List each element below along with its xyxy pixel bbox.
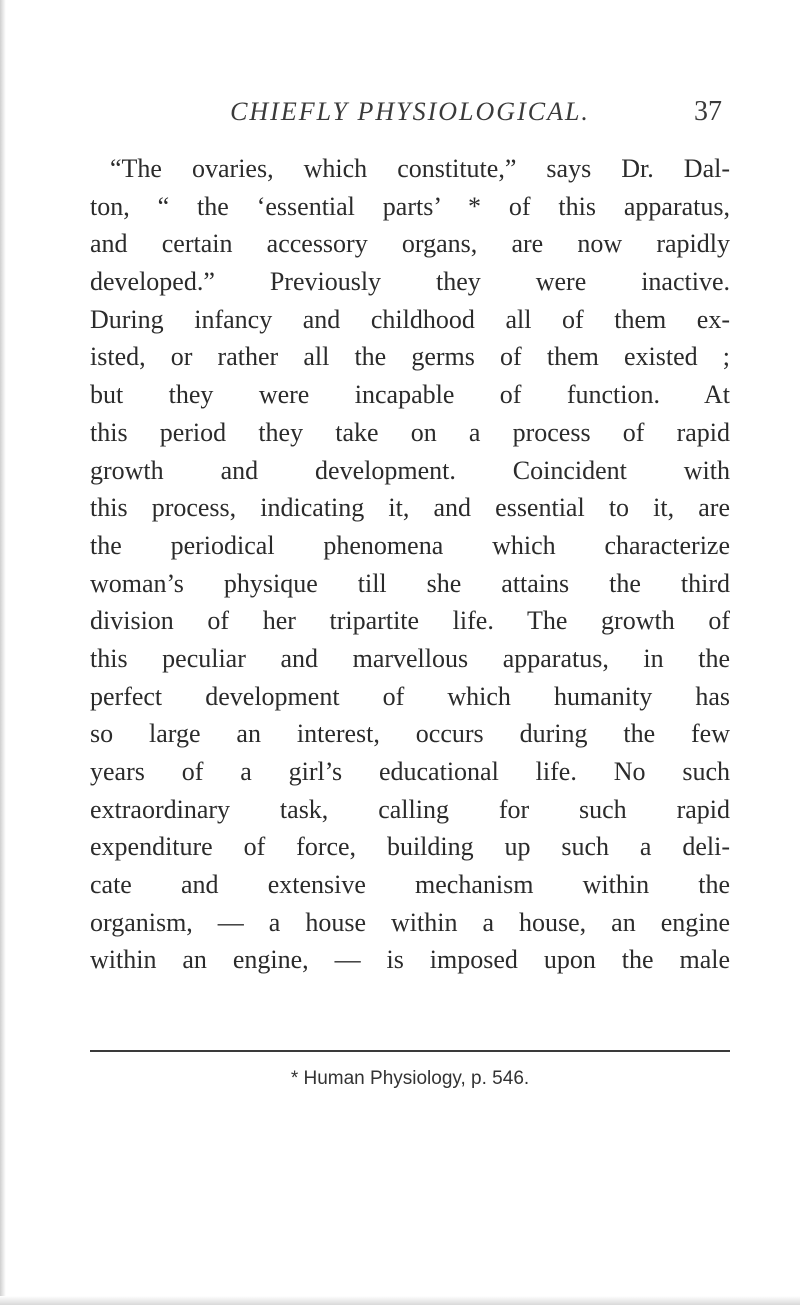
text-line: ton, “ the ‘essential parts’ * of this apparatus, <box>90 191 730 221</box>
running-title: CHIEFLY PHYSIOLOGICAL. <box>230 97 590 126</box>
text-line: but they were incapable of function. At <box>90 380 730 410</box>
text-line: division of her tripartite life. The growth of <box>90 606 730 636</box>
text-line: During infancy and childhood all of them ex- <box>90 304 730 334</box>
page-left-edge-shadow <box>0 0 6 1305</box>
footnote: * Human Physiology, p. 546. <box>290 1068 530 1089</box>
text-line: growth and development. Coincident with <box>90 455 730 485</box>
running-head <box>90 90 730 134</box>
text-line: so large an interest, occurs during the few <box>90 719 730 749</box>
page-bottom-edge-shadow <box>0 1296 800 1305</box>
text-line: within an engine, — is imposed upon the male <box>90 945 730 975</box>
text-line: this period they take on a process of rapid <box>90 417 730 447</box>
text-line: perfect development of which humanity has <box>90 681 730 711</box>
text-line: cate and extensive mechanism within the <box>90 870 730 900</box>
text-line: isted, or rather all the germs of them existed ; <box>90 342 730 372</box>
text-line: expenditure of force, building up such a deli- <box>90 832 730 862</box>
text-line: woman’s physique till she attains the third <box>90 568 730 598</box>
text-line: years of a girl’s educational life. No such <box>90 757 730 786</box>
text-line: organism, — a house within a house, an engine <box>90 907 730 937</box>
text-line: developed.” Previously they were inactive. <box>90 267 730 297</box>
footnote-rule <box>90 1050 730 1052</box>
text-line: this peculiar and marvellous apparatus, in the <box>90 643 730 673</box>
text-line: the periodical phenomena which characterize <box>90 530 730 560</box>
text-line: this process, indicating it, and essential to it, are <box>90 493 730 523</box>
text-line: extraordinary task, calling for such rapid <box>90 794 730 824</box>
page-number: 37 <box>694 96 722 127</box>
body-text <box>90 150 730 979</box>
text-line: and certain accessory organs, are now rapidly <box>90 229 730 259</box>
text-line: “The ovaries, which constitute,” says Dr. Dal- <box>110 154 730 183</box>
book-page <box>90 0 730 1305</box>
